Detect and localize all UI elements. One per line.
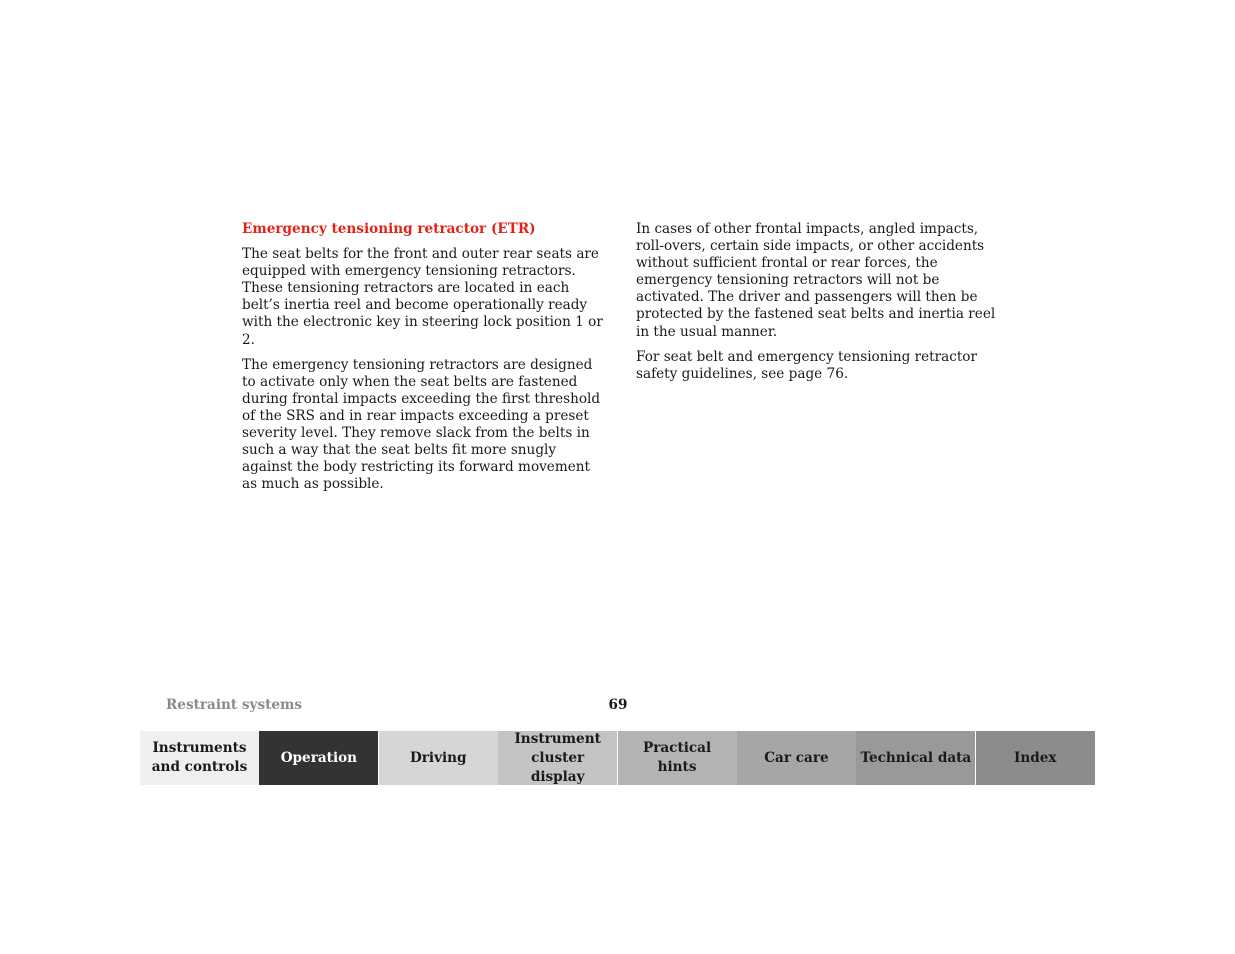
tab-label: Driving: [409, 749, 467, 766]
paragraph: The seat belts for the front and outer rear seats are equipped with emergency tensioning retractors. These tensioning retractors are located in each belt’s inertia reel and become operationally ready with the electronic key in steering lock position 1 or 2.: [242, 246, 603, 348]
right-column: [636, 221, 998, 391]
tab-operation[interactable]: [259, 731, 378, 785]
tab-label: Instruments and controls: [151, 740, 248, 775]
tab-instrument-cluster-display[interactable]: [498, 731, 617, 785]
tab-technical-data[interactable]: [856, 731, 975, 785]
tab-instruments-and-controls[interactable]: [140, 731, 259, 785]
paragraph: For seat belt and emergency tensioning retractor safety guidelines, see page 76.: [636, 348, 977, 382]
tab-index[interactable]: [976, 731, 1095, 785]
tab-car-care[interactable]: [737, 731, 856, 785]
tab-driving[interactable]: [379, 731, 498, 785]
section-heading: Emergency tensioning retractor (ETR): [242, 221, 536, 237]
tab-label: Car care: [764, 749, 829, 766]
tab-label: Instrument cluster display: [514, 730, 601, 785]
tab-label: Index: [1013, 749, 1057, 766]
tab-label: Practical hints: [642, 740, 712, 775]
chapter-tab-bar: [140, 731, 1095, 785]
tab-practical-hints[interactable]: [618, 731, 737, 785]
tab-label: Operation: [280, 749, 358, 766]
tab-label: Technical data: [860, 749, 972, 766]
page-number: 69: [608, 697, 628, 713]
footer-section-label: Restraint systems: [166, 697, 303, 713]
left-column: [242, 221, 604, 501]
paragraph: In cases of other frontal impacts, angled impacts, roll-overs, certain side impacts, or other accidents without sufficient frontal or rear forces, the emergency tensioning retractors will not be activated. The driver and passengers will then be protected by the fastened seat belts and inertia reel in the usual manner.: [636, 221, 996, 340]
paragraph: The emergency tensioning retractors are designed to activate only when the seat belts are fastened during frontal impacts exceeding the first threshold of the SRS and in rear impacts exceeding a preset severity level. They remove slack from the belts in such a way that the seat belts fit more snugly against the body restricting its forward movement as much as possible.: [242, 356, 601, 493]
